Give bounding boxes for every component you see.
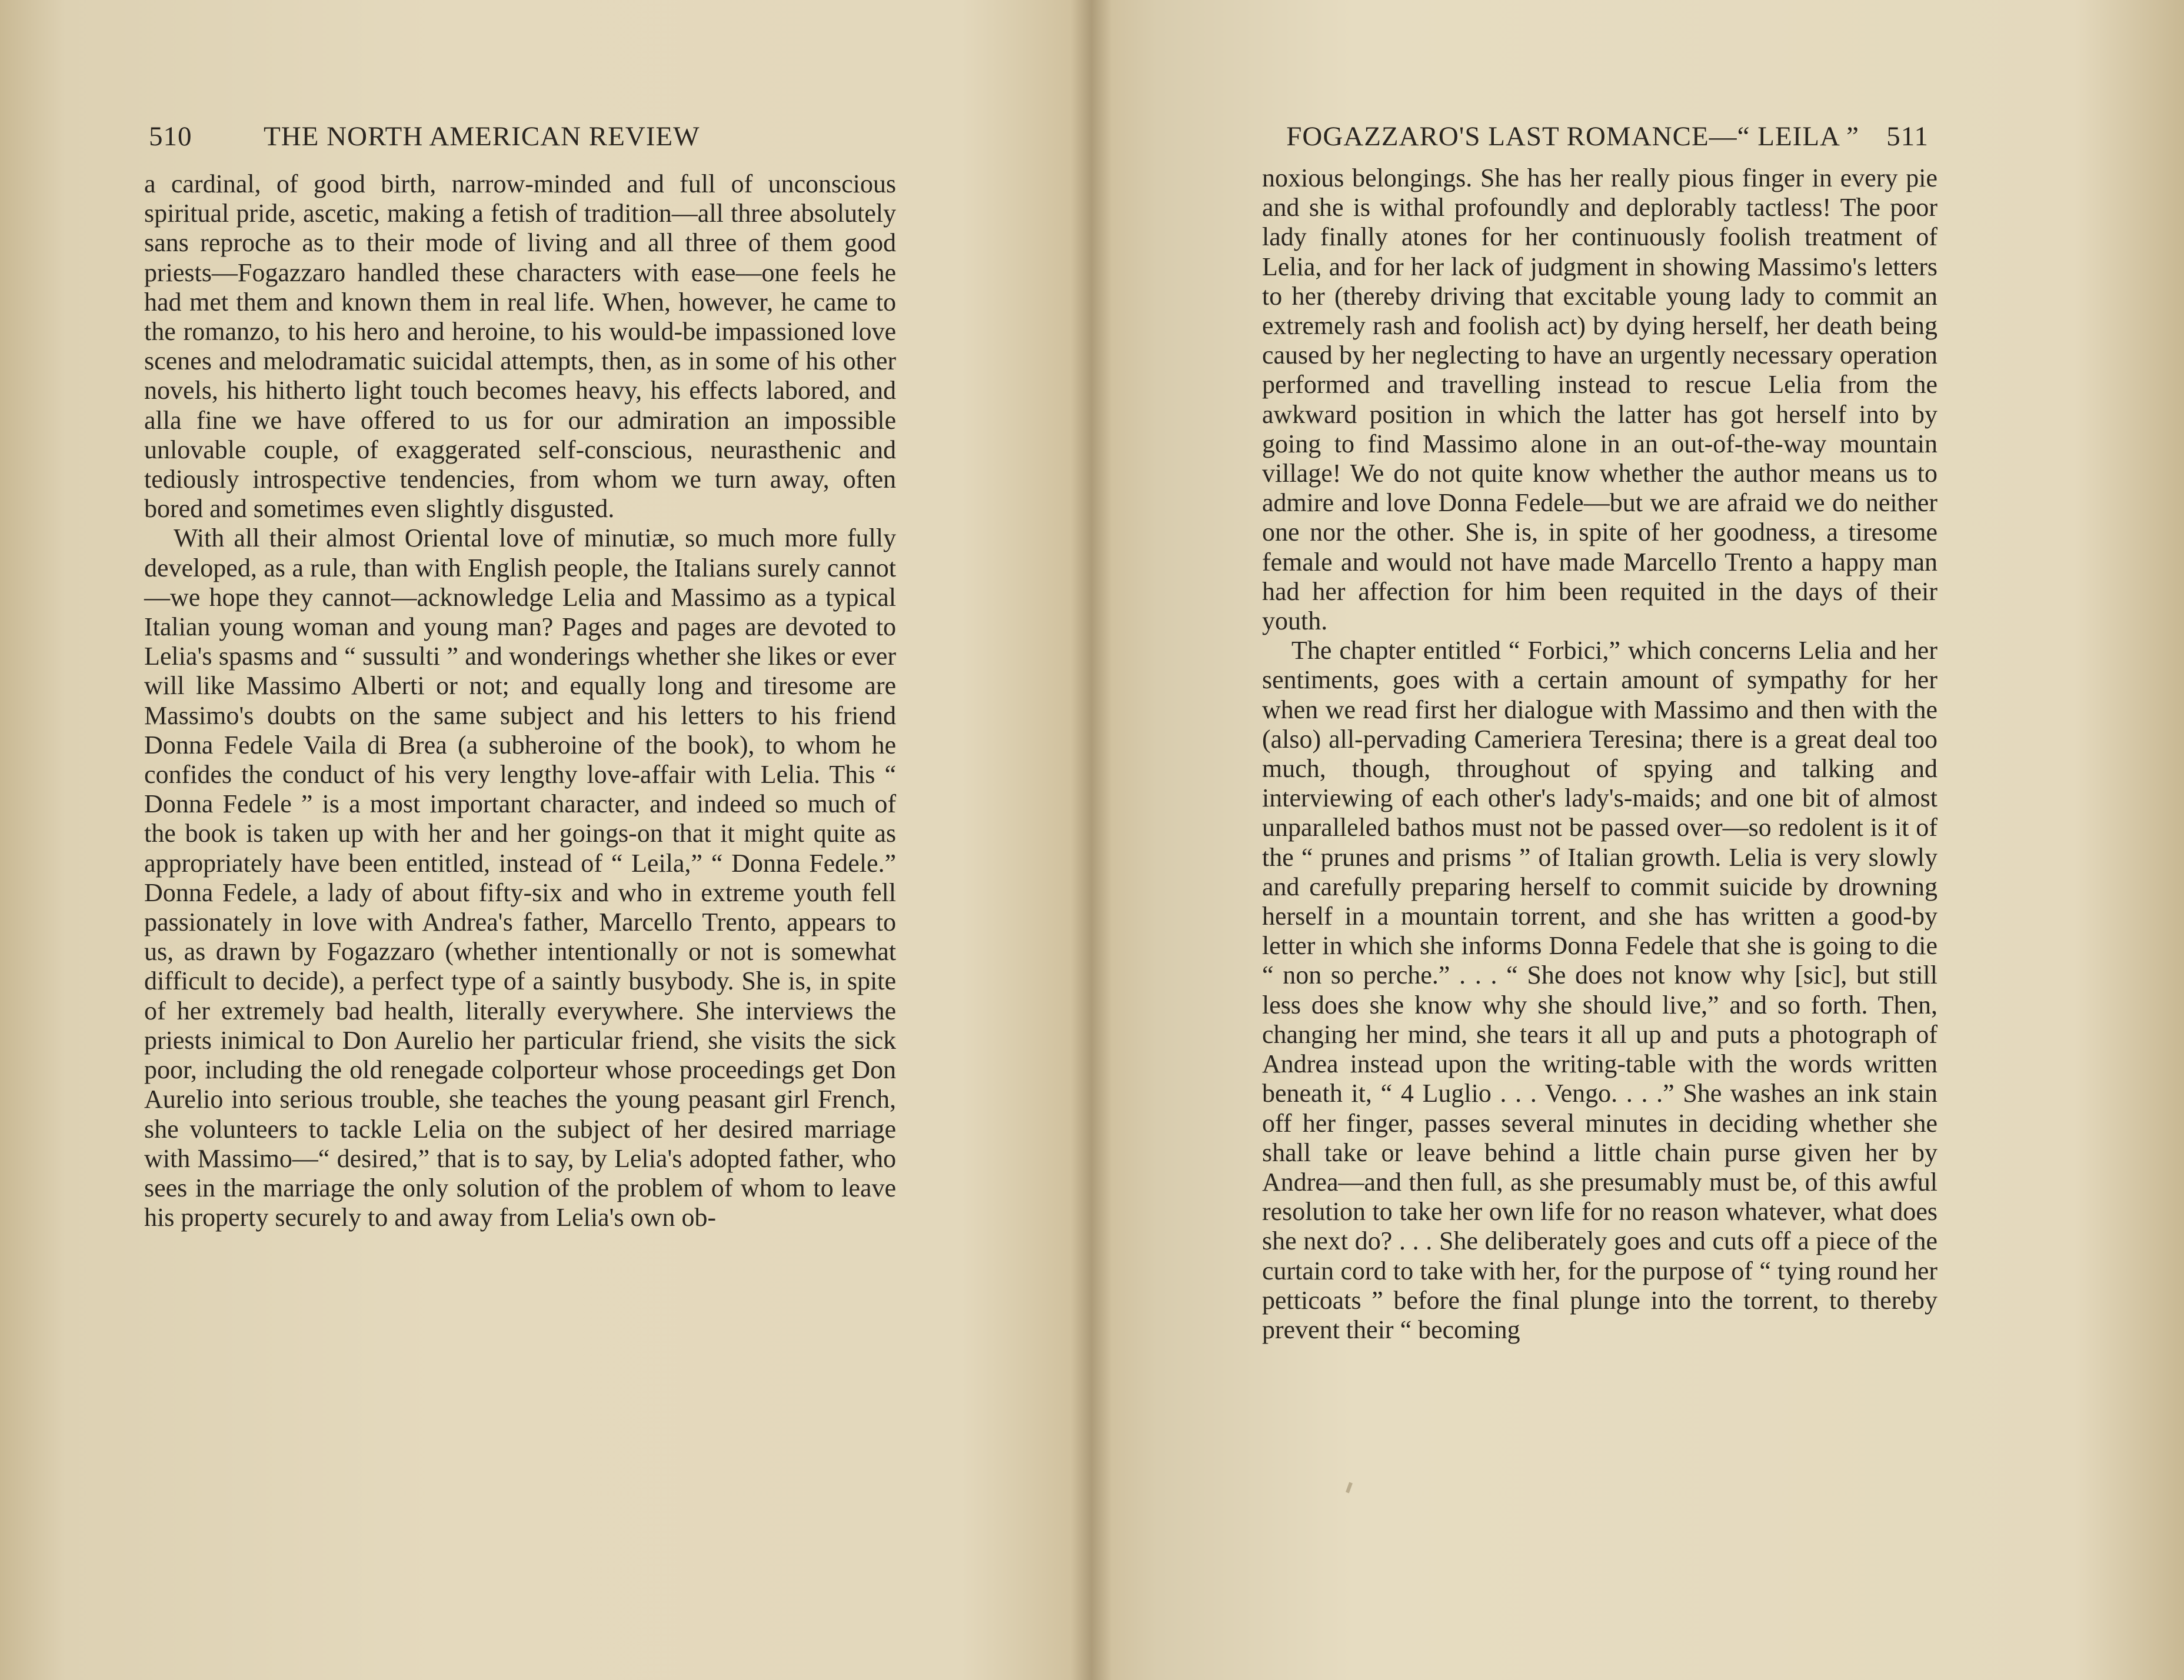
left-running-head [149,121,902,156]
right-page [1094,0,2184,1680]
left-page-number: 510 [149,121,192,152]
right-paragraph-1: noxious belongings. She has her really pious finger in every pie and she is withal profoundly and deplorably tactless! The poor lady finally atones for her continuously foolish treatment of Lelia, and for her lack of judgment in showing Massimo's letters to her (thereby driving that excitable young lady to commit an extremely rash and foolish act) by dying herself, her death being caused by her neglecting to have an urgently necessary operation performed and travelling instead to rescue Lelia from the awkward position in which the latter has got herself into by going to find Massimo alone in an out-of-the-way mountain village! We do not quite know whether the author means us to admire and love Donna Fedele—but we are afraid we do neither one nor the other. She is, in spite of her goodness, a tiresome female and would not have made Marcello Trento a happy man had her affection for him been requited in the days of their youth. [1262,164,1937,636]
left-paragraph-2: With all their almost Oriental love of minutiæ, so much more fully developed, as a rule, than with English people, the Italians surely cannot—we hope they cannot—acknowledge Lelia and Massimo as a typical Italian young woman and young man? Pages and pages are devoted to Lelia's spasms and “ sussulti ” and wonderings whether she likes or ever will like Massimo Alberti or not; and equally long and tiresome are Massimo's doubts on the same subject and his letters to his friend Donna Fedele Vaila di Brea (a subheroine of the book), to whom he confides the conduct of his very lengthy love-affair with Lelia. This “ Donna Fedele ” is a most important character, and indeed so much of the book is taken up with her and her goings-on that it might quite as appropriately have been entitled, instead of “ Leila,” “ Donna Fedele.” Donna Fedele, a lady of about fifty-six and who in extreme youth fell passionately in love with Andrea's father, Marcello Trento, appears to us, as drawn by Fogazzaro (whether intentionally or not is somewhat difficult to decide), a perfect type of a saintly busybody. She is, in spite of her extremely bad health, literally everywhere. She interviews the priests inimical to Don Aurelio her particular friend, she visits the sick poor, including the old renegade colporteur whose proceedings get Don Aurelio into serious trouble, she teaches the young peasant girl French, she volunteers to tackle Lelia on the subject of her desired marriage with Massimo—“ desired,” that is to say, by Lelia's adopted father, who sees in the marriage the only solution of the problem of whom to leave his property securely to and away from Lelia's own ob- [144,524,896,1232]
left-page [0,0,1088,1680]
right-running-head [1286,121,1929,156]
right-paragraph-2: The chapter entitled “ Forbici,” which concerns Lelia and her sentiments, goes with a certain amount of sympathy for her when we read first her dialogue with Massimo and then with the (also) all-pervading Cameriera Teresina; there is a great deal too much, though, throughout of spying and talking and interviewing of each other's lady's-maids; and one bit of almost unparalleled bathos must not be passed over—so redolent is it of the “ prunes and prisms ” of Italian growth. Lelia is very slowly and carefully preparing herself to commit suicide by drowning herself in a mountain torrent, and she has written a good-by letter in which she informs Donna Fedele that she is going to die “ non so perche.” . . . “ She does not know why [sic], but still less does she know why she should live,” and so forth. Then, changing her mind, she tears it all up and puts a photograph of Andrea instead upon the writing-table with the words written beneath it, “ 4 Luglio . . . Vengo. . . .” She washes an ink stain off her finger, passes several minutes in deciding whether she shall take or leave behind a little chain purse given her by Andrea—and then full, as she presumably must be, of this awful resolution to take her own life for no reason whatever, what does she next do? . . . She deliberately goes and cuts off a piece of the curtain cord to take with her, for the purpose of “ tying round her petticoats ” before the final plunge into the torrent, to thereby prevent their “ becoming [1262,636,1937,1344]
left-paragraph-1: a cardinal, of good birth, narrow-minded and full of unconscious spiritual pride, ascetic, making a fetish of tradition—all three absolutely sans reproche as to their mode of living and all three of them good priests—Fogazzaro handled these characters with ease—one feels he had met them and known them in real life. When, however, he came to the romanzo, to his hero and heroine, to his would-be impassioned love scenes and melodramatic suicidal attempts, then, as in some of his other novels, his hitherto light touch becomes heavy, his effects labored, and alla fine we have offered to us for our admiration an impossible unlovable couple, of exaggerated self-conscious, neurasthenic and tediously introspective tendencies, from whom we turn away, often bored and sometimes even slightly disgusted. [144,169,896,524]
left-running-title: THE NORTH AMERICAN REVIEW [264,121,700,152]
right-body-text [1262,164,1937,1446]
left-body-text [144,169,896,1452]
right-page-number: 511 [1886,121,1929,152]
right-running-title: FOGAZZARO'S LAST ROMANCE—“ LEILA ” [1286,121,1859,152]
